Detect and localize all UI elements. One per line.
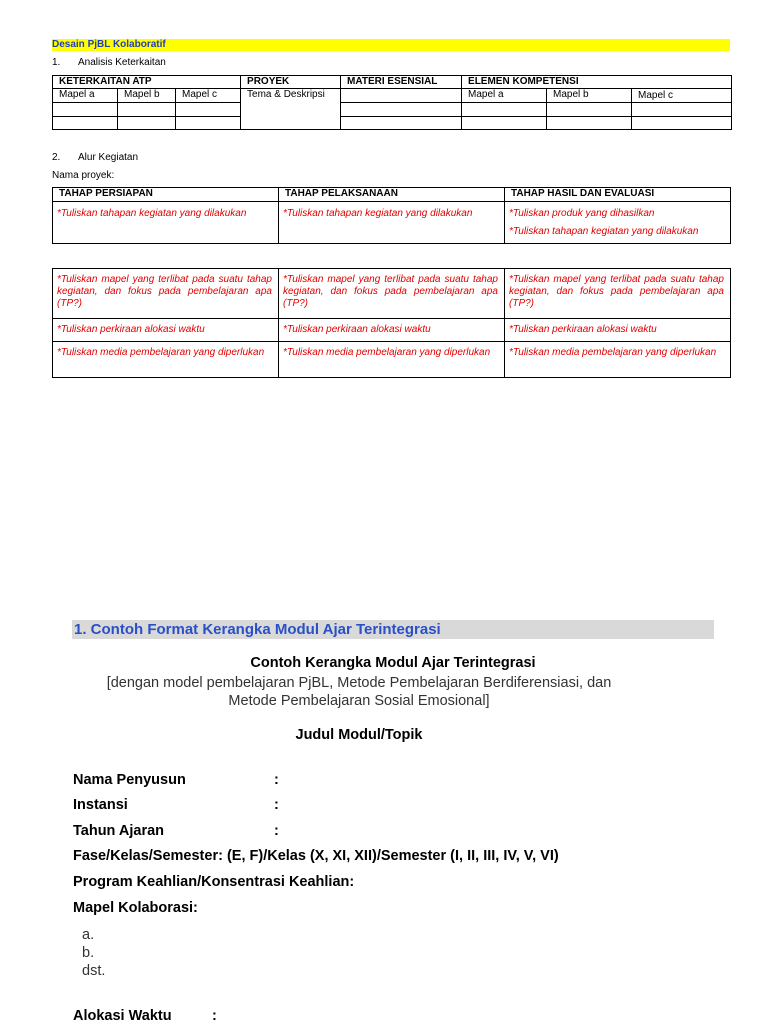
empty-cell: [547, 117, 632, 130]
section-header: 1. Contoh Format Kerangka Modul Ajar Terintegrasi: [72, 620, 714, 639]
empty-cell: [118, 117, 176, 130]
doc-title: Desain PjBL Kolaboratif: [52, 39, 730, 51]
section2-label: Alur Kegiatan: [78, 152, 139, 163]
pelaksanaan-kegiatan: *Tuliskan tahapan kegiatan yang dilakukan: [279, 202, 505, 244]
empty-cell: [632, 103, 732, 117]
header-keterkaitan-atp: KETERKAITAN ATP: [53, 76, 241, 89]
empty-cell: [53, 117, 118, 130]
header-tahap-hasil-evaluasi: TAHAP HASIL DAN EVALUASI: [505, 188, 731, 202]
modul-subtitle-line1: [dengan model pembelajaran PjBL, Metode Pembelajaran Berdiferensiasi, dan: [106, 675, 612, 691]
empty-cell: [632, 117, 732, 130]
hasil-produk: *Tuliskan produk yang dihasilkan: [509, 208, 655, 219]
hasil-kegiatan: *Tuliskan tahapan kegiatan yang dilakukan: [509, 226, 699, 237]
empty-cell: [176, 117, 241, 130]
header-tahap-pelaksanaan: TAHAP PELAKSANAAN: [279, 188, 505, 202]
analisis-table: [52, 75, 732, 130]
list-item: dst.: [82, 963, 106, 979]
field-alokasi-waktu: Alokasi Waktu: [73, 1008, 172, 1024]
header-materi-esensial: MATERI ESENSIAL: [341, 76, 462, 89]
nama-proyek-label: Nama proyek:: [52, 170, 115, 181]
header-tahap-persiapan: TAHAP PERSIAPAN: [53, 188, 279, 202]
media-hasil: *Tuliskan media pembelajaran yang diperlukan: [505, 342, 731, 378]
hasil-evaluasi-cell: [505, 202, 731, 244]
mapel-persiapan: *Tuliskan mapel yang terlibat pada suatu tahap kegiatan, dan fokus pada pembelajaran apa (TP?): [53, 269, 279, 319]
empty-cell: [547, 103, 632, 117]
materi-cell: [341, 89, 462, 103]
detail-kegiatan-table: [52, 268, 731, 378]
atp-mapel-a: Mapel a: [53, 89, 118, 103]
media-pelaksanaan: *Tuliskan media pembelajaran yang diperlukan: [279, 342, 505, 378]
section2-number: 2.: [52, 152, 61, 163]
atp-mapel-c: Mapel c: [176, 89, 241, 103]
empty-cell: [341, 117, 462, 130]
colon: :: [274, 772, 279, 788]
alokasi-persiapan: *Tuliskan perkiraan alokasi waktu: [53, 319, 279, 342]
empty-cell: [462, 117, 547, 130]
list-item: a.: [82, 927, 95, 943]
field-instansi: Instansi: [73, 797, 128, 813]
elemen-mapel-a: Mapel a: [462, 89, 547, 103]
empty-cell: [462, 103, 547, 117]
empty-cell: [341, 103, 462, 117]
persiapan-kegiatan: *Tuliskan tahapan kegiatan yang dilakukan: [53, 202, 279, 244]
empty-cell: [176, 103, 241, 117]
alokasi-pelaksanaan: *Tuliskan perkiraan alokasi waktu: [279, 319, 505, 342]
elemen-mapel-b: Mapel b: [547, 89, 632, 103]
field-program-keahlian: Program Keahlian/Konsentrasi Keahlian:: [73, 874, 355, 890]
judul-modul: Judul Modul/Topik: [295, 727, 423, 743]
atp-mapel-b: Mapel b: [118, 89, 176, 103]
media-persiapan: *Tuliskan media pembelajaran yang diperlukan: [53, 342, 279, 378]
field-fase: Fase/Kelas/Semester: (E, F)/Kelas (X, XI, XII)/Semester (I, II, III, IV, V, VI): [73, 848, 559, 864]
colon: :: [274, 797, 279, 813]
empty-cell: [118, 103, 176, 117]
elemen-mapel-c: Mapel c: [632, 89, 732, 103]
mapel-hasil: *Tuliskan mapel yang terlibat pada suatu tahap kegiatan, dan fokus pada pembelajaran apa (TP?): [505, 269, 731, 319]
field-tahun-ajaran: Tahun Ajaran: [73, 823, 165, 839]
header-elemen-kompetensi: ELEMEN KOMPETENSI: [462, 76, 732, 89]
field-nama-penyusun: Nama Penyusun: [73, 772, 186, 788]
colon: :: [274, 823, 279, 839]
field-mapel-kolaborasi: Mapel Kolaborasi:: [73, 900, 198, 916]
empty-cell: [53, 103, 118, 117]
header-proyek: PROYEK: [241, 76, 341, 89]
alur-kegiatan-table: [52, 187, 731, 244]
mapel-pelaksanaan: *Tuliskan mapel yang terlibat pada suatu tahap kegiatan, dan fokus pada pembelajaran apa (TP?): [279, 269, 505, 319]
list-item: b.: [82, 945, 95, 961]
alokasi-hasil: *Tuliskan perkiraan alokasi waktu: [505, 319, 731, 342]
modul-title: Contoh Kerangka Modul Ajar Terintegrasi: [250, 655, 536, 671]
proyek-tema-deskripsi: Tema & Deskripsi: [241, 89, 341, 130]
modul-subtitle-line2: Metode Pembelajaran Sosial Emosional]: [228, 693, 490, 709]
section1-number: 1.: [52, 57, 61, 68]
section1-label: Analisis Keterkaitan: [78, 57, 166, 68]
colon: :: [212, 1008, 217, 1024]
